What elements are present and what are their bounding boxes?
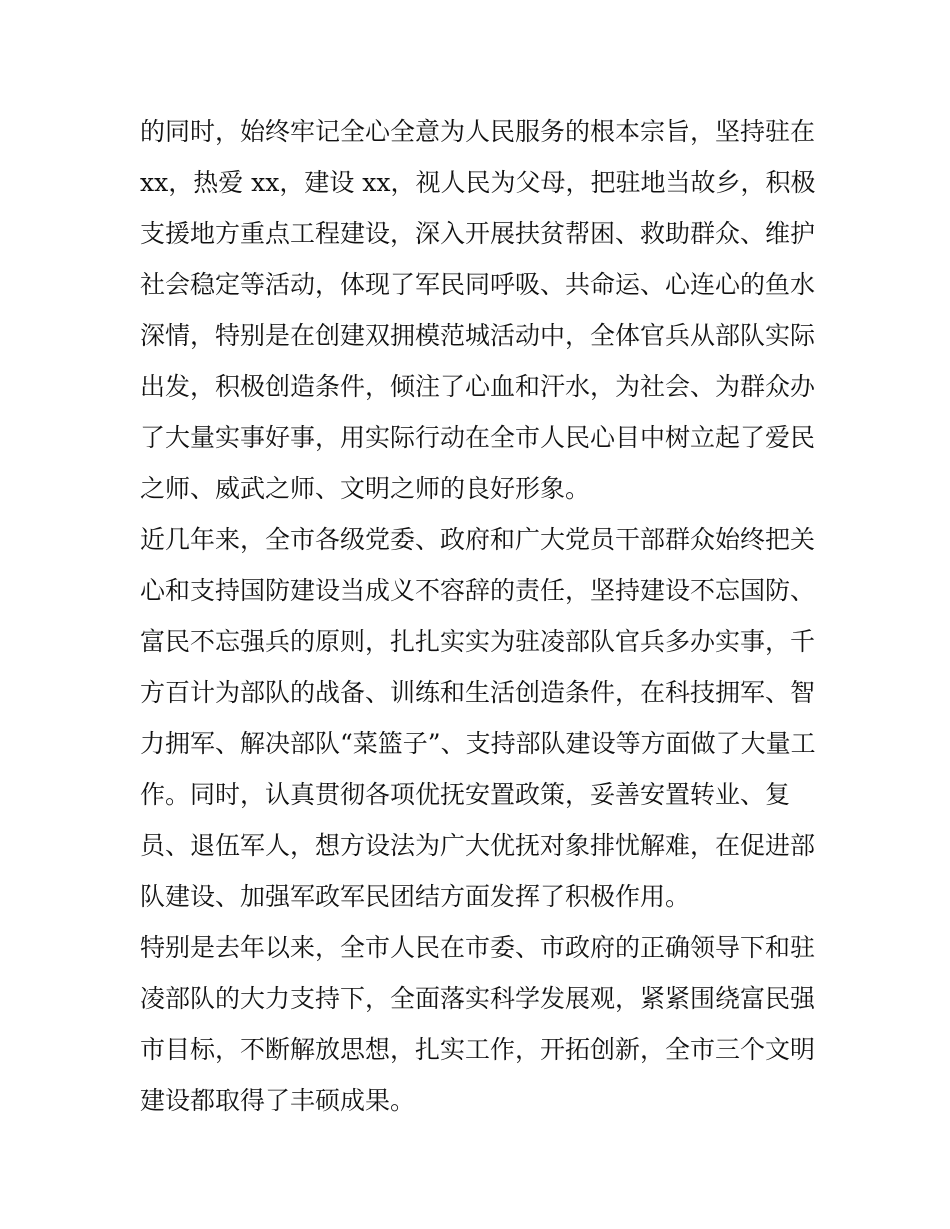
paragraph-line: 了大量实事好事，用实际行动在全市人民心目中树立起了爱民	[140, 423, 816, 452]
paragraph-line: 建设都取得了丰硕成果。	[140, 1086, 416, 1115]
paragraph-line: 出发，积极创造条件，倾注了心血和汗水，为社会、为群众办	[140, 372, 816, 401]
paragraph-line: 近几年来，全市各级党委、政府和广大党员干部群众始终把关	[140, 525, 816, 554]
paragraph-line: 作。同时，认真贯彻各项优抚安置政策，妥善安置转业、复	[140, 780, 791, 809]
paragraph-line: 心和支持国防建设当成义不容辞的责任，坚持建设不忘国防、	[140, 576, 816, 605]
paragraph-line: 之师、威武之师、文明之师的良好形象。	[140, 474, 591, 503]
document-body	[140, 106, 830, 1126]
paragraph-line: 队建设、加强军政军民团结方面发挥了积极作用。	[140, 882, 691, 911]
paragraph-1	[140, 106, 830, 514]
paragraph-line: 凌部队的大力支持下，全面落实科学发展观，紧紧围绕富民强	[140, 984, 816, 1013]
paragraph-2	[140, 514, 830, 922]
paragraph-line: 深情，特别是在创建双拥模范城活动中，全体官兵从部队实际	[140, 321, 816, 350]
paragraph-line: 方百计为部队的战备、训练和生活创造条件，在科技拥军、智	[140, 678, 816, 707]
paragraph-line: 特别是去年以来，全市人民在市委、市政府的正确领导下和驻	[140, 933, 816, 962]
paragraph-line: 支援地方重点工程建设，深入开展扶贫帮困、救助群众、维护	[140, 219, 816, 248]
paragraph-line: 社会稳定等活动，体现了军民同呼吸、共命运、心连心的鱼水	[140, 270, 816, 299]
paragraph-line: 的同时，始终牢记全心全意为人民服务的根本宗旨，坚持驻在	[140, 117, 816, 146]
paragraph-line: 员、退伍军人，想方设法为广大优抚对象排忧解难，在促进部	[140, 831, 816, 860]
paragraph-line: 市目标，不断解放思想，扎实工作，开拓创新，全市三个文明	[140, 1035, 816, 1064]
paragraph-line: 力拥军、解决部队“菜篮子”、支持部队建设等方面做了大量工	[140, 729, 816, 758]
paragraph-line: 富民不忘强兵的原则，扎扎实实为驻凌部队官兵多办实事，千	[140, 627, 816, 656]
paragraph-line: xx，热爱 xx，建设 xx，视人民为父母，把驻地当故乡，积极	[140, 168, 816, 197]
paragraph-3	[140, 922, 830, 1126]
